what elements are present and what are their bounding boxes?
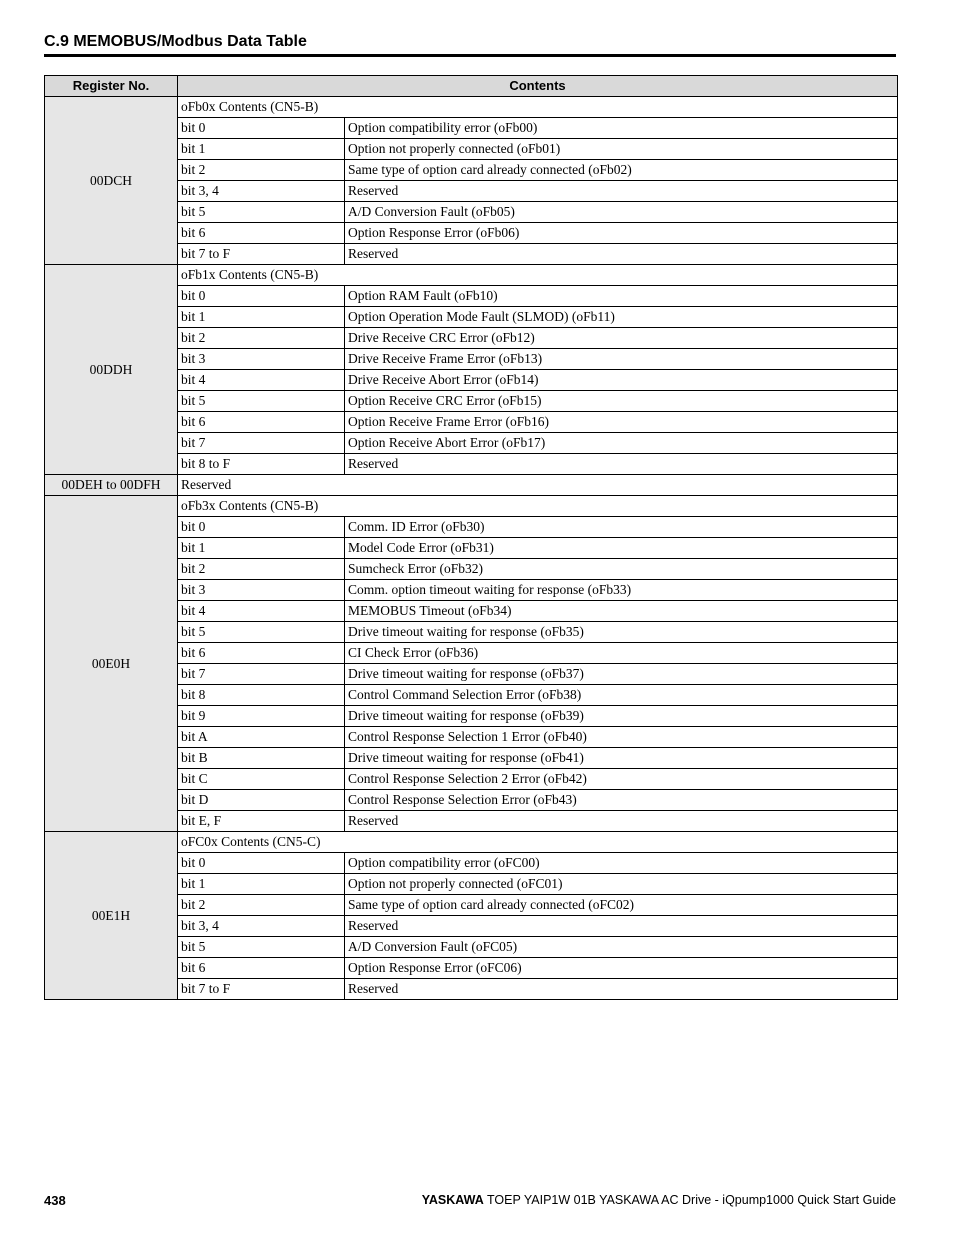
description-cell: Option RAM Fault (oFb10)	[345, 286, 898, 307]
bit-cell: bit 0	[178, 286, 345, 307]
description-cell: Reserved	[345, 916, 898, 937]
bit-cell: bit D	[178, 790, 345, 811]
bit-cell: bit C	[178, 769, 345, 790]
bit-cell: bit 0	[178, 853, 345, 874]
bit-cell: bit E, F	[178, 811, 345, 832]
bit-cell: bit 3	[178, 580, 345, 601]
description-cell: A/D Conversion Fault (oFC05)	[345, 937, 898, 958]
register-no-header: Register No.	[45, 76, 178, 97]
description-cell: MEMOBUS Timeout (oFb34)	[345, 601, 898, 622]
description-cell: A/D Conversion Fault (oFb05)	[345, 202, 898, 223]
description-cell: Control Response Selection 2 Error (oFb42)	[345, 769, 898, 790]
contents-cell: Reserved	[178, 475, 898, 496]
description-cell: Drive Receive Frame Error (oFb13)	[345, 349, 898, 370]
bit-cell: bit 5	[178, 391, 345, 412]
description-cell: Control Command Selection Error (oFb38)	[345, 685, 898, 706]
description-cell: Control Response Selection 1 Error (oFb40)	[345, 727, 898, 748]
bit-cell: bit 4	[178, 601, 345, 622]
table-body	[45, 97, 898, 1000]
group-heading-cell: oFb3x Contents (CN5-B)	[178, 496, 898, 517]
bit-cell: bit 1	[178, 139, 345, 160]
description-cell: Reserved	[345, 181, 898, 202]
description-cell: Option Receive Frame Error (oFb16)	[345, 412, 898, 433]
group-heading-cell: oFb1x Contents (CN5-B)	[178, 265, 898, 286]
description-cell: Same type of option card already connected (oFb02)	[345, 160, 898, 181]
description-cell: Option compatibility error (oFC00)	[345, 853, 898, 874]
description-cell: Option Operation Mode Fault (SLMOD) (oFb11)	[345, 307, 898, 328]
bit-cell: bit A	[178, 727, 345, 748]
bit-cell: bit 6	[178, 412, 345, 433]
description-cell: Option compatibility error (oFb00)	[345, 118, 898, 139]
description-cell: Option Response Error (oFb06)	[345, 223, 898, 244]
description-cell: Drive timeout waiting for response (oFb41)	[345, 748, 898, 769]
register-cell: 00DEH to 00DFH	[45, 475, 178, 496]
bit-cell: bit 7 to F	[178, 979, 345, 1000]
bit-cell: bit 1	[178, 874, 345, 895]
bit-cell: bit 5	[178, 202, 345, 223]
description-cell: Comm. option timeout waiting for response (oFb33)	[345, 580, 898, 601]
bit-cell: bit 7	[178, 433, 345, 454]
bit-cell: bit 7 to F	[178, 244, 345, 265]
register-cell: 00E0H	[45, 496, 178, 832]
description-cell: Option not properly connected (oFC01)	[345, 874, 898, 895]
description-cell: Control Response Selection Error (oFb43)	[345, 790, 898, 811]
description-cell: Drive Receive Abort Error (oFb14)	[345, 370, 898, 391]
table-row	[45, 265, 898, 286]
bit-cell: bit 7	[178, 664, 345, 685]
description-cell: Reserved	[345, 244, 898, 265]
description-cell: Comm. ID Error (oFb30)	[345, 517, 898, 538]
description-cell: Option not properly connected (oFb01)	[345, 139, 898, 160]
table-row	[45, 97, 898, 118]
bit-cell: bit 8	[178, 685, 345, 706]
description-cell: Reserved	[345, 979, 898, 1000]
bit-cell: bit 6	[178, 643, 345, 664]
section-divider	[44, 54, 896, 57]
bit-cell: bit 1	[178, 307, 345, 328]
description-cell: Drive timeout waiting for response (oFb35)	[345, 622, 898, 643]
description-cell: Reserved	[345, 811, 898, 832]
bit-cell: bit 0	[178, 118, 345, 139]
description-cell: Option Receive Abort Error (oFb17)	[345, 433, 898, 454]
bit-cell: bit 2	[178, 328, 345, 349]
bit-cell: bit 3, 4	[178, 916, 345, 937]
description-cell: Drive Receive CRC Error (oFb12)	[345, 328, 898, 349]
description-cell: Drive timeout waiting for response (oFb37)	[345, 664, 898, 685]
footer-brand: YASKAWA	[421, 1193, 484, 1207]
bit-cell: bit 8 to F	[178, 454, 345, 475]
footer-document-title	[422, 1193, 896, 1207]
group-heading-cell: oFb0x Contents (CN5-B)	[178, 97, 898, 118]
bit-cell: bit 4	[178, 370, 345, 391]
register-cell: 00DCH	[45, 97, 178, 265]
description-cell: Same type of option card already connected (oFC02)	[345, 895, 898, 916]
register-cell: 00DDH	[45, 265, 178, 475]
bit-cell: bit 2	[178, 160, 345, 181]
description-cell: CI Check Error (oFb36)	[345, 643, 898, 664]
contents-header: Contents	[178, 76, 898, 97]
description-cell: Reserved	[345, 454, 898, 475]
section-title: C.9 MEMOBUS/Modbus Data Table	[44, 33, 307, 50]
bit-cell: bit 3	[178, 349, 345, 370]
bit-cell: bit 5	[178, 622, 345, 643]
table-row	[45, 832, 898, 853]
description-cell: Model Code Error (oFb31)	[345, 538, 898, 559]
group-heading-cell: oFC0x Contents (CN5-C)	[178, 832, 898, 853]
description-cell: Sumcheck Error (oFb32)	[345, 559, 898, 580]
bit-cell: bit 0	[178, 517, 345, 538]
table-row	[45, 475, 898, 496]
bit-cell: bit 9	[178, 706, 345, 727]
bit-cell: bit B	[178, 748, 345, 769]
table-row	[45, 496, 898, 517]
bit-cell: bit 2	[178, 559, 345, 580]
table-header-row	[45, 76, 898, 97]
description-cell: Drive timeout waiting for response (oFb39)	[345, 706, 898, 727]
footer-document: TOEP YAIP1W 01B YASKAWA AC Drive - iQpump1000 Quick Start Guide	[487, 1193, 896, 1207]
bit-cell: bit 3, 4	[178, 181, 345, 202]
page-number: 438	[44, 1193, 66, 1208]
bit-cell: bit 5	[178, 937, 345, 958]
description-cell: Option Response Error (oFC06)	[345, 958, 898, 979]
bit-cell: bit 6	[178, 958, 345, 979]
bit-cell: bit 1	[178, 538, 345, 559]
description-cell: Option Receive CRC Error (oFb15)	[345, 391, 898, 412]
bit-cell: bit 2	[178, 895, 345, 916]
register-cell: 00E1H	[45, 832, 178, 1000]
bit-cell: bit 6	[178, 223, 345, 244]
memobus-data-table	[44, 75, 898, 1000]
